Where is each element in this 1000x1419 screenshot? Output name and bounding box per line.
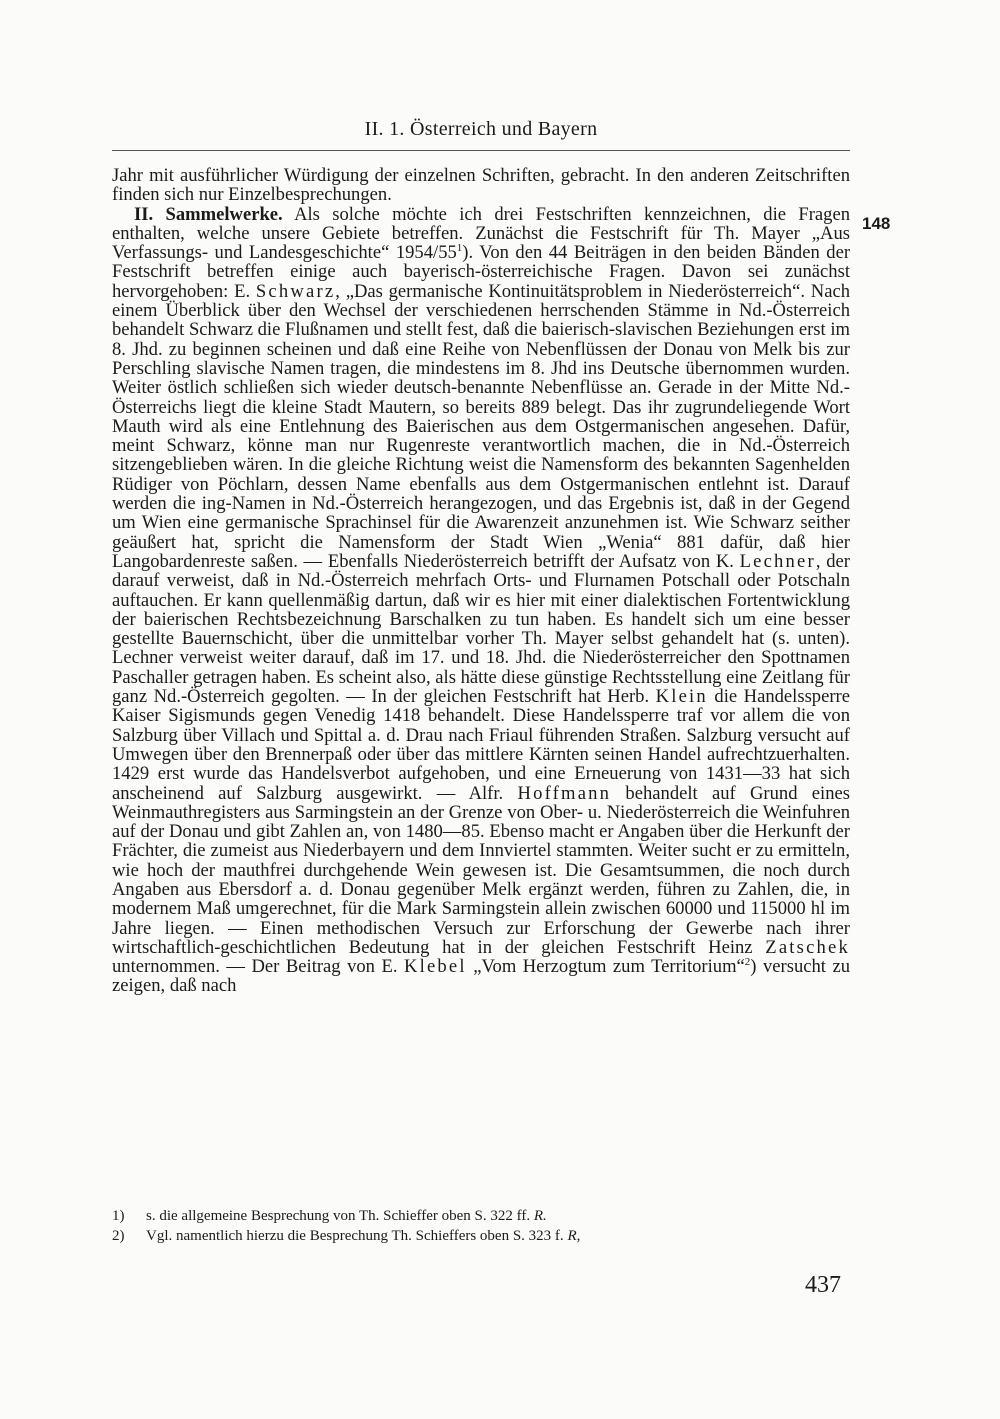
text-run: die Handelssperre Kaiser Sigismunds gegen Venedig 1418 behandelt. Diese Handelssperre traf vor allem die von Salzburg über Villach und Spittal a. d. Drau nach Friaul führenden Straßen. Salzburg versucht auf Umwegen über den Brennerpaß oder über das mittlere Kärnten seinen Handel aufrechtzuerhalten. 1429 erst wurde das Handelsverbot aufgehoben, und eine Erneuerung von 1431—33 hat sich anscheinend auf Salzburg ausgewirkt. — Alfr. — [112, 686, 850, 804]
paragraph-sammelwerke — [112, 205, 850, 996]
footnote-text — [146, 1226, 580, 1246]
footnote-ref-1: 1 — [456, 242, 463, 254]
text-run: Als solche möchte ich drei Festschriften kennzeichnen, die Fragen enthalten, welche unsere Gebiete betreffen. Zunächst die Festschrift für Th. Mayer „Aus Verfassungs- und Landesgeschichte“ 1954/55 — [112, 203, 851, 264]
footnote-mark: 1) — [112, 1208, 125, 1224]
footnote-signature: R, — [567, 1228, 581, 1244]
text-run: unternommen. — Der Beitrag von E. — [112, 956, 404, 978]
page-number: 437 — [805, 1272, 841, 1298]
text-run: ) versucht zu zeigen, daß nach — [112, 956, 851, 997]
footnotes — [112, 1206, 850, 1246]
footnote-body: Vgl. namentlich hierzu die Besprechung Th. Schieffers oben S. 323 f. — [146, 1228, 568, 1244]
author-name-spaced: Schwarz — [255, 280, 336, 302]
footnote-signature: R. — [533, 1208, 547, 1224]
author-name-spaced: Lechner — [739, 550, 816, 572]
author-name-spaced: Hoffmann — [517, 782, 612, 804]
margin-page-marker: 148 — [862, 214, 891, 233]
text-run: „Vom Herzogtum zum Territorium“ — [466, 956, 745, 978]
paragraph-continuation: Jahr mit ausführlicher Würdigung der einzelnen Schriften, gebracht. In den anderen Zeitschriften finden sich nur Einzelbesprechungen. — [112, 165, 850, 206]
footnote-text — [146, 1206, 547, 1226]
author-name-spaced: Zatschek — [765, 936, 850, 958]
footnote-1 — [112, 1206, 850, 1226]
text-run: , der darauf verweist, daß in Nd.-Österreich mehrfach Orts- und Flurnamen Potschall oder Potschaln auftauchen. Er kann quellenmäßig dartun, daß wir es hier mit einer dialektischen Fortentwicklung der baierischen Rechtsbezeichnung Barschalken zu tun haben. Es handelt sich um eine besser gestellte Bauernschicht, über die unmittelbar vorher Th. Mayer selbst gehandelt hat (s. unten). Lechner verweist weiter darauf, daß im 17. und 18. Jhd. die Niederösterreicher den Spottnamen Paschaller getragen haben. Es scheint also, als hätte diese günstige Rechtsstellung eine Zeitlang für ganz Nd.-Österreich gegolten. — In der gleichen Festschrift hat Herb. — [112, 550, 850, 708]
author-name-spaced: Klein — [655, 686, 708, 708]
text-run: , „Das germanische Kontinuitätsproblem in Niederösterreich“. Nach einem Überblick über den Wechsel der verschiedenen herrschenden Stämme in Nd.-Österreich behandelt Schwarz die Flußnamen und stellt fest, daß die baierisch-slavischen Beziehungen erst im 8. Jhd. zu beginnen scheinen und daß eine Reihe von Nebenflüssen der Donau von Melk bis zur Perschling slavische Namen tragen, die mindestens im 8. Jhd ins Deutsche übernommen wurden. Weiter östlich schließen sich wieder deutsch-benannte Nebenflüsse an. Gerade in der Mitte Nd.-Österreichs liegt die kleine Stadt Mautern, so bereits 889 belegt. Das ihr zugrundeliegende Wort Mauth wird als eine Entlehnung des Baierischen aus dem Ostgermanischen angesehen. Dafür, meint Schwarz, könne man nur Rugenreste verantwortlich machen, die in Nd.-Österreich sitzengeblieben wären. In die gleiche Richtung weist die Namensform des bekannten Sagenhelden Rüdiger von Pöchlarn, dessen Name ebenfalls aus dem Ostgermanischen entlehnt ist. Darauf werden die ing-Namen in Nd.-Österreich herangezogen, und das Ergebnis ist, daß in der Gegend um Wien eine germanische Sprachinsel für die Awarenzeit anzunehmen ist. Wie Schwarz seither geäußert hat, spricht die Namensform der Stadt Wien „Wenia“ 881 dafür, daß hier Langobardenreste saßen. — Ebenfalls Niederösterreich betrifft der Aufsatz von K. — [112, 280, 850, 572]
section-heading-inline: II. Sammelwerke. — [134, 203, 283, 225]
text-run: ). Von den 44 Beiträgen in den beiden Bänden der Festschrift betreffen einige auch bayerisch-österreichische Fragen. Davon sei zunächst hervorgehoben: E. — [112, 242, 851, 302]
header-rule — [112, 150, 850, 151]
text-run: behandelt auf Grund eines Weinmauthregisters aus Sarmingstein an der Grenze von Ober- u. Niederösterreich die Weinfuhren auf der Donau und gibt Zahlen an, von 1480—85. Ebenso macht er Angaben über die Herkunft der Frächter, die zumeist aus Niederbayern und dem Innviertel stammten. Weiter sucht er zu ermitteln, wie hoch der mauthfrei durchgehende Wein gewesen ist. Die Gesamtsummen, die noch durch Angaben aus Ebersdorf a. d. Donau gegenüber Melk ergänzt werden, führen zu Zahlen, die, in modernem Maß umgerechnet, für die Mark Sarmingstein allein zwischen 60000 und 115000 hl im Jahre liegen. — Einen methodischen Versuch zur Erforschung der Gewerbe nach ihrer wirtschaftlich-geschichtlichen Bedeutung hat in der gleichen Festschrift Heinz — [112, 782, 850, 958]
main-text — [112, 166, 850, 996]
footnote-ref-2: 2 — [744, 955, 751, 968]
author-name-spaced: Klebel — [403, 956, 467, 978]
footnote-body: s. die allgemeine Besprechung von Th. Schieffer oben S. 322 ff. — [146, 1208, 534, 1224]
footnote-mark: 2) — [112, 1228, 125, 1244]
running-title: II. 1. Österreich und Bayern — [364, 118, 598, 140]
footnote-2 — [112, 1226, 850, 1246]
